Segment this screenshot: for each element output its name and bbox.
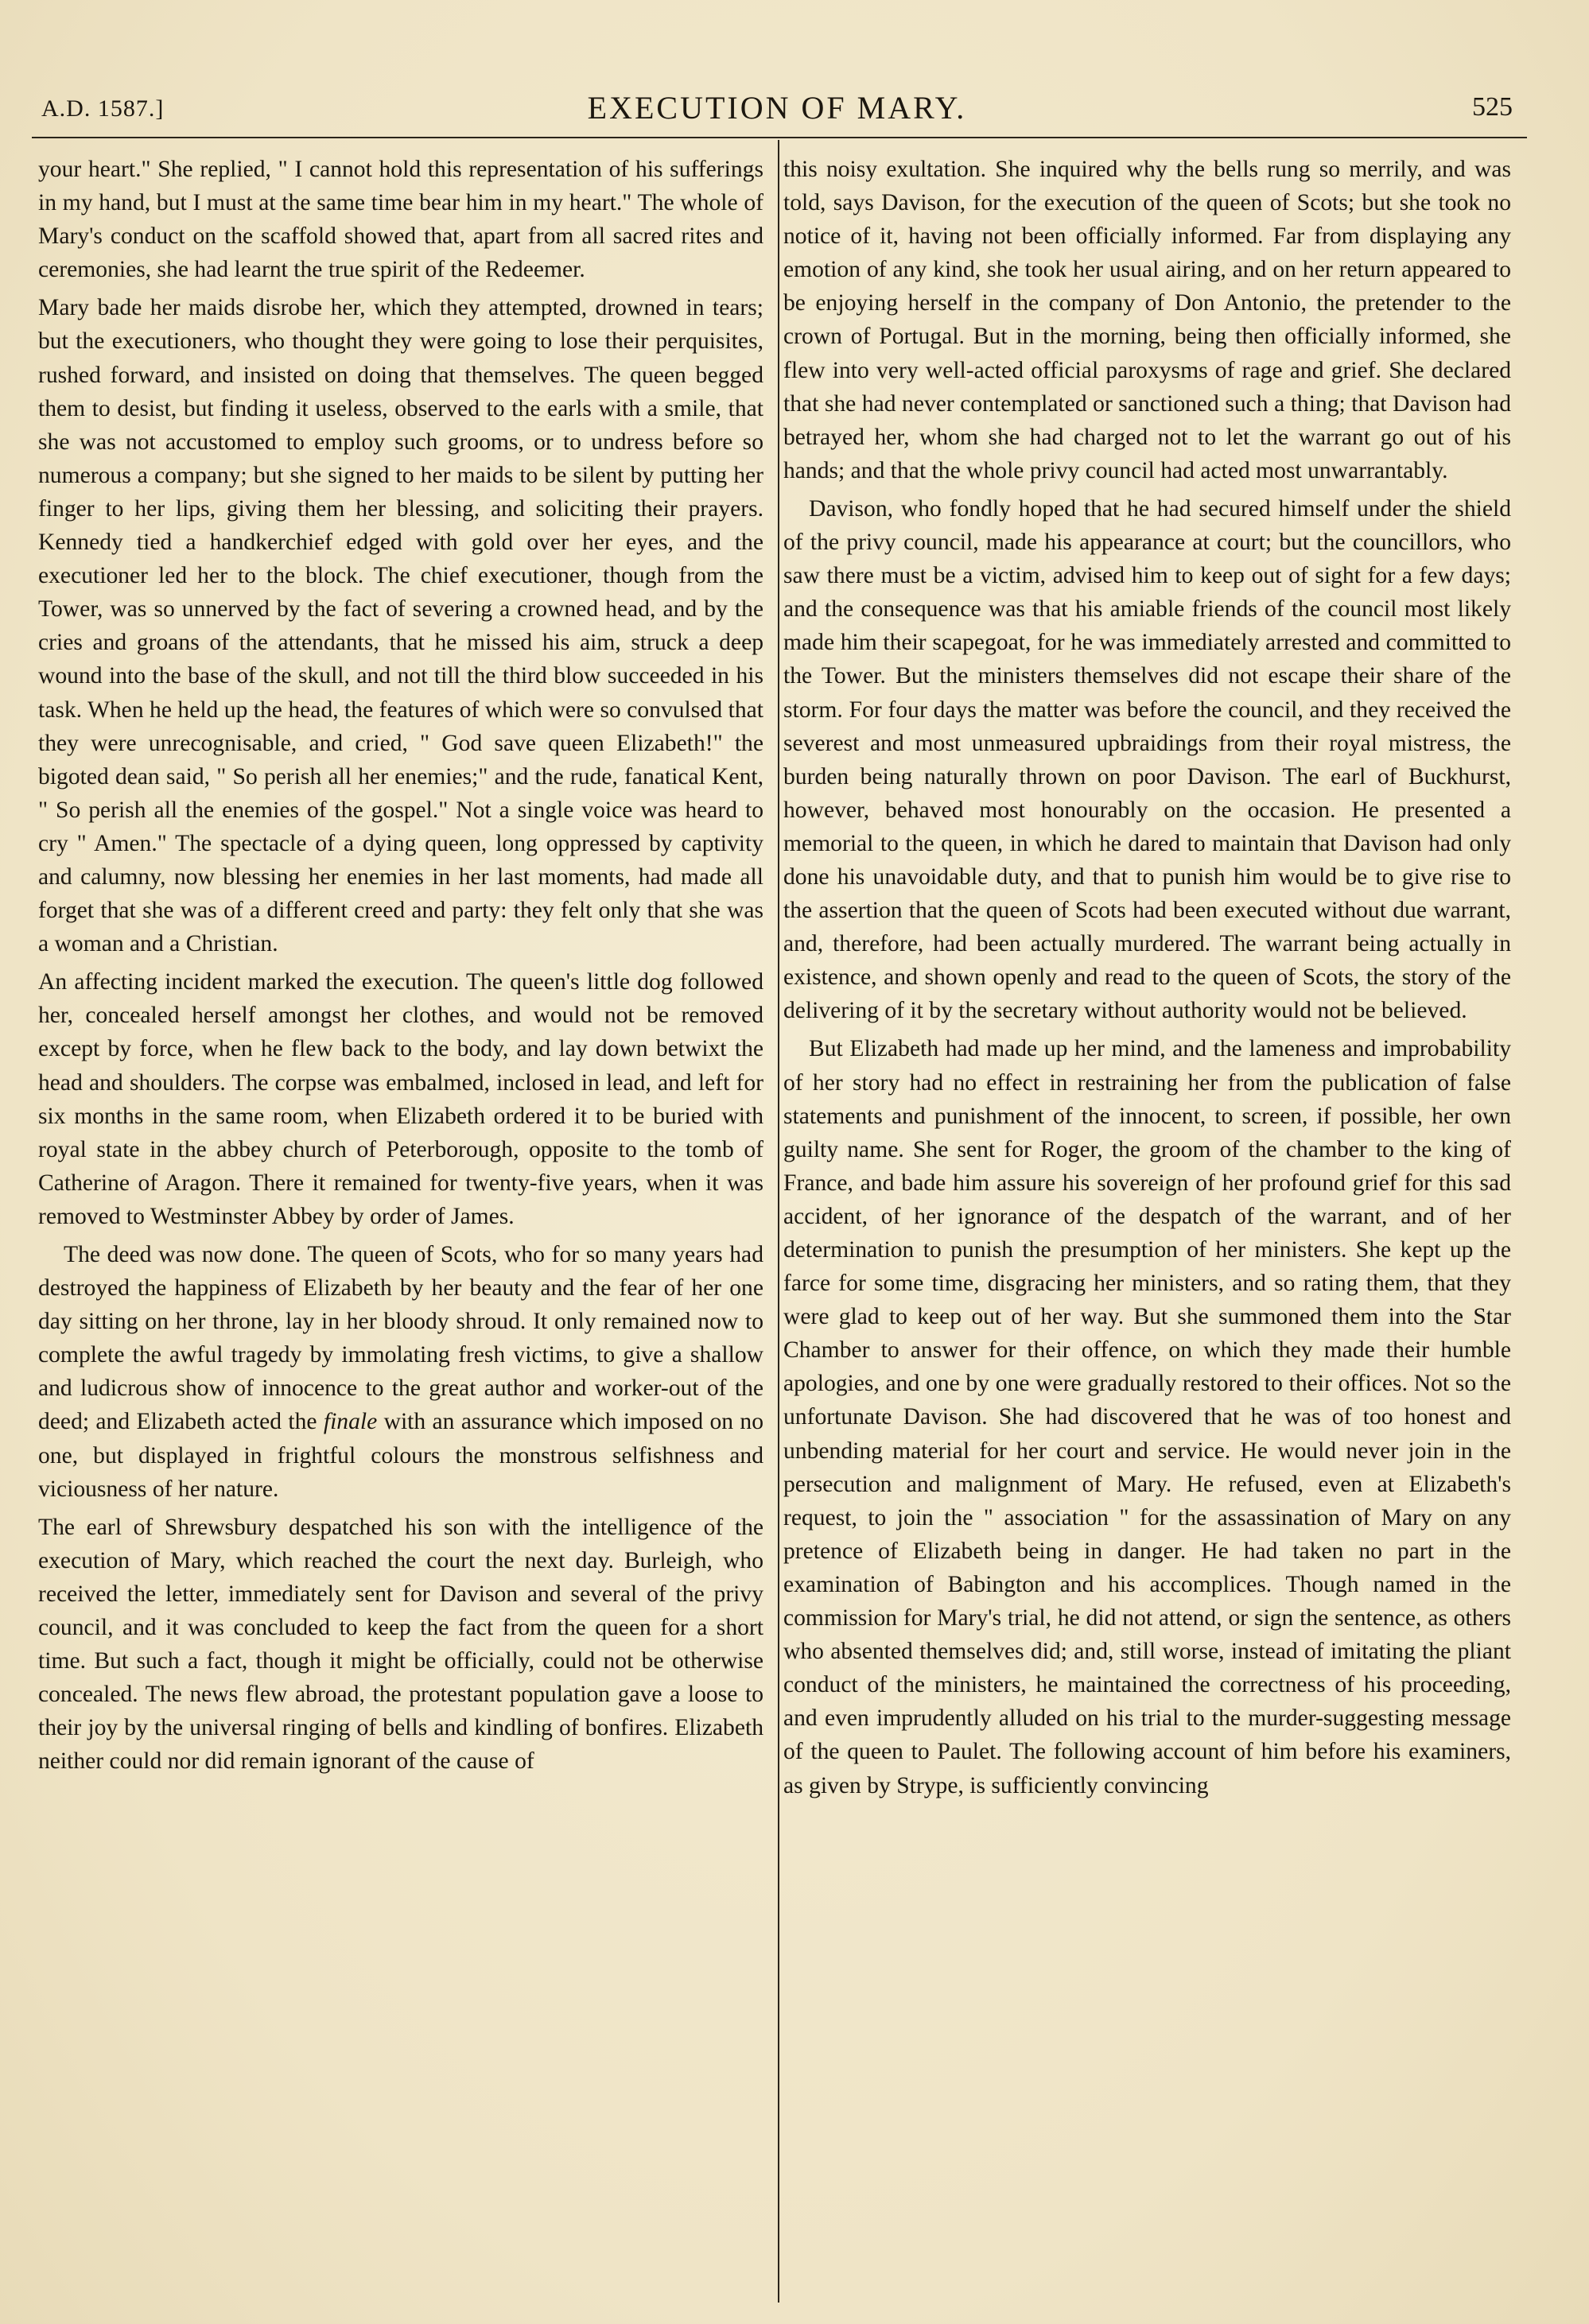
column-divider [778,140,779,2303]
paragraph: Davison, who fondly hoped that he had secured himself under the shield of the privy council, made his appearance at court; but the councillors, who saw there must be a victim, advised him to keep out of sight for a few days; and the consequence was that his amiable friends of the council most likely made him their scapegoat, for he was immediately arrested and committed to the Tower. But the ministers themselves did not escape their share of the storm. For four days the matter was before the council, and they received the severest and most unmeasured upbraidings from their royal mistress, the burden being naturally thrown on poor Davison. The earl of Buckhurst, however, behaved most honourably on the occasion. He presented a memorial to the queen, in which he dared to maintain that Davison had only done his unavoidable duty, and that to punish him would be to give rise to the assertion that the queen of Scots had been executed without due warrant, and, therefore, had been actually murdered. The warrant being actually in existence, and shown openly and read to the queen of Scots, the story of the delivering of it by the secretary without authority would not be believed. [783,495,1511,1024]
header-title: EXECUTION OF MARY. [587,90,967,126]
italic-word: finale [323,1409,378,1435]
header-rule [32,137,1527,138]
running-header [41,89,1513,130]
paragraph: An affecting incident marked the execution. The queen's little dog followed her, concealed herself amongst her clothes, and would not be removed except by force, when he flew back to the body, and lay down betwixt the head and shoulders. The corpse was embalmed, inclosed in lead, and left for six months in the same room, when Elizabeth ordered it to be buried with royal state in the abbey church of Peterborough, opposite to the tomb of Catherine of Aragon. There it remained for twenty-five years, when it was removed to Westminster Abbey by order of James. [38,969,763,1229]
right-column [783,153,1511,2311]
paragraph: this noisy exultation. She inquired why the bells rung so merrily, and was told, says Davison, for the execution of the queen of Scots; but she took no notice of it, having not been officially informed. Far from displaying any emotion of any kind, she took her usual airing, and on her return appeared to be enjoying herself in the company of Don Antonio, the pretender to the crown of Portugal. But in the morning, being then officially informed, she flew into very well-acted official paroxysms of rage and grief. She declared that she had never contemplated or sanctioned such a thing; that Davison had betrayed her, whom she had charged not to let the warrant go out of his hands; and that the whole privy council had acted most unwarrantably. [783,157,1511,483]
paragraph: But Elizabeth had made up her mind, and the lameness and improbability of her story had no effect in restraining her from the publication of false statements and punishment of the innocent, to screen, if possible, her own guilty name. She sent for Roger, the groom of the chamber to the king of France, and bade him assure his sovereign of her profound grief for this sad accident, of her ignorance of the despatch of the warrant, and of her determination to punish the presumption of her ministers. She kept up the farce for some time, disgracing her ministers, and so rating them, that they were glad to keep out of her way. But she summoned them into the Star Chamber to answer for their offence, on which they made their humble apologies, and one by one were gradually restored to their offices. Not so the unfortunate Davison. She had discovered that he was of too honest and unbending material for her court and service. He would never join in the persecution and malignment of Mary. He refused, even at Elizabeth's request, to join the " association " for the assassination of Mary on any pretence of Elizabeth being in danger. He had taken no part in the examination of Babington and his accomplices. Though named in the commission for Mary's trial, he did not attend, or sign the sentence, as others who absented themselves did; and, still worse, instead of imitating the pliant conduct of the ministers, he maintained the correctness of his proceeding, and even imprudently alluded on his trial to the murder-suggesting message of the queen to Paulet. The following account of him before his examiners, as given by Strype, is sufficiently convincing [783,1036,1511,1798]
paragraph: Mary bade her maids disrobe her, which they attempted, drowned in tears; but the executioners, who thought they were going to lose their perquisites, rushed forward, and insisted on doing that themselves. The queen begged them to desist, but finding it useless, observed to the earls with a smile, that she was not accustomed to employ such grooms, or to undress before so numerous a company; but she signed to her maids to be silent by putting her finger to her lips, giving them her blessing, and soliciting their prayers. Kennedy tied a handkerchief edged with gold over her eyes, and the executioner led her to the block. The chief executioner, though from the Tower, was so unnerved by the fact of severing a crowned head, and by the cries and groans of the attendants, that he missed his aim, struck a deep wound into the base of the skull, and not till the third blow succeeded in his task. When he held up the head, the features of which were so convulsed that they were unrecognisable, and cried, " God save queen Elizabeth!" the bigoted dean said, " So perish all her enemies;" and the rude, fanatical Kent, " So perish all the enemies of the gospel." Not a single voice was heard to cry " Amen." The spectacle of a dying queen, long oppressed by captivity and calumny, now blessing her enemies in her last moments, had made all forget that she was of a different creed and party: they felt only that she was a woman and a Christian. [38,295,763,957]
page-number: 525 [1472,92,1513,122]
paragraph [38,1238,763,1506]
paragraph: your heart." She replied, " I cannot hold this representation of his sufferings in my hand, but I must at the same time bear him in my heart." The whole of Mary's conduct on the scaffold showed that, apart from all sacred rites and ceremonies, she had learnt the true spirit of the Redeemer. [38,157,763,283]
paragraph-text: with an assurance which imposed on no one, but displayed in frightful colours the monstrous selfishness and viciousness of her nature. [38,1409,763,1502]
paragraph: The earl of Shrewsbury despatched his son with the intelligence of the execution of Mary, which reached the court the next day. Burleigh, who received the letter, immediately sent for Davison and several of the privy council, and it was concluded to keep the fact from the queen for a short time. But such a fact, though it might be officially, could not be otherwise concealed. The news flew abroad, the protestant population gave a loose to their joy by the universal ringing of bells and kindling of bonfires. Elizabeth neither could nor did remain ignorant of the cause of [38,1514,763,1775]
left-column [38,153,763,2311]
paragraph-text: The deed was now done. The queen of Scots, who for so many years had destroyed the happiness of Elizabeth by her beauty and the fear of her one day sitting on her throne, lay in her bloody shroud. It only remained now to complete the awful tragedy by immolating fresh victims, to give a shallow and ludicrous show of innocence to the great author and worker-out of the deed; and Elizabeth acted the [38,1242,763,1435]
header-date: A.D. 1587.] [41,95,165,122]
